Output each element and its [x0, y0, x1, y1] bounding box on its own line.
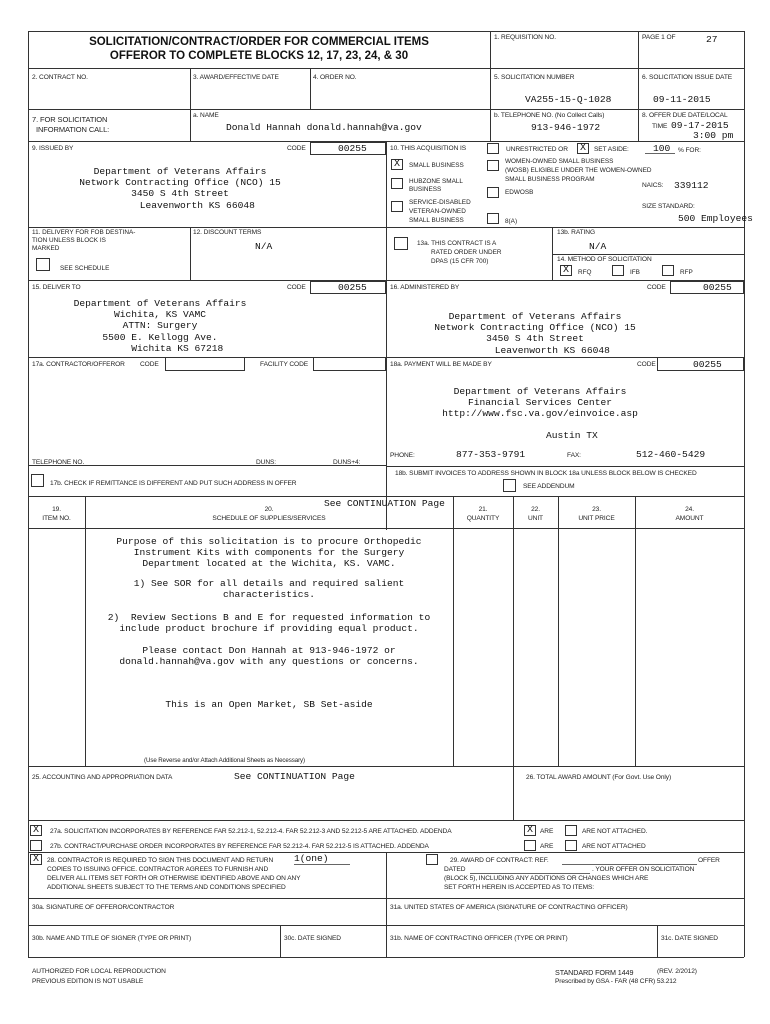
far-27b-text: 27b. CONTRACT/PURCHASE ORDER INCORPORATES BY REFERENCE FAR 52.212-4. FAR 52.212-5 IS ATTACHED. ADDENDA	[50, 843, 429, 850]
col19-num: 19.	[52, 506, 61, 513]
award-date-label: 3. AWARD/EFFECTIVE DATE	[193, 74, 279, 81]
size-standard: 500 Employees	[678, 213, 753, 224]
rated-order-label: 13a. THIS CONTRACT IS A	[417, 240, 497, 247]
addenda-are-not-checkbox[interactable]	[565, 825, 577, 836]
contractor-code-box[interactable]	[165, 357, 245, 371]
rfq-label: RFQ	[578, 269, 592, 276]
setaside-percent: 100	[653, 143, 671, 154]
addenda-b-are-not-label: ARE NOT ATTACHED	[582, 843, 646, 850]
offer-due-label: 8. OFFER DUE DATE/LOCAL	[642, 112, 728, 119]
footer-form-number: STANDARD FORM 1449	[555, 968, 634, 977]
contract-no-label: 2. CONTRACT NO.	[32, 74, 88, 81]
ifb-checkbox[interactable]	[612, 265, 624, 276]
accounting-label: 25. ACCOUNTING AND APPROPRIATION DATA	[32, 774, 173, 781]
rfq-checkbox[interactable]: X	[560, 265, 572, 276]
award-ref-label: 29. AWARD OF CONTRACT: REF.	[450, 857, 549, 864]
item-1-text: 1) See SOR for all details and required salient characteristics.	[133, 578, 405, 601]
administered-by-address: Department of Veterans Affairs Network Contracting Office (NCO) 15 3450 S 4th Street Leavenworth KS 66048	[434, 311, 636, 356]
acquisition-label: 10. THIS ACQUISITION IS	[390, 145, 466, 152]
requisition-label: 1. REQUISITION NO.	[494, 34, 556, 41]
award-block5-label: (BLOCK 5), INCLUDING ANY ADDITIONS OR CHANGES WHICH ARE	[444, 875, 649, 882]
see-addendum-label: SEE ADDENDUM	[523, 483, 575, 490]
officer-name-label: 31b. NAME OF CONTRACTING OFFICER (TYPE OR PRINT)	[390, 935, 568, 942]
unrestricted-label: UNRESTRICTED OR	[506, 146, 568, 153]
remittance-checkbox[interactable]	[31, 474, 44, 487]
footer-revision: (REV. 2/2012)	[657, 968, 697, 975]
issue-date-label: 6. SOLICITATION ISSUE DATE	[642, 74, 733, 81]
award-dated-label: DATED	[444, 866, 466, 873]
rated-order-label-2: RATED ORDER UNDER	[431, 249, 502, 256]
discount-terms-label: 12. DISCOUNT TERMS	[193, 229, 262, 236]
rfp-checkbox[interactable]	[662, 265, 674, 276]
sdvosb-label: SERVICE-DISABLED	[409, 199, 471, 206]
footer-authorized: AUTHORIZED FOR LOCAL REPRODUCTION	[32, 968, 166, 975]
payment-city: Austin TX	[546, 430, 598, 441]
contact-name: Donald Hannah donald.hannah@va.gov	[226, 122, 422, 133]
eight-a-checkbox[interactable]	[487, 213, 499, 224]
rated-order-checkbox[interactable]	[394, 237, 408, 250]
item-2-text: 2) Review Sections B and E for requested information to include product brochure if providing equal product.	[107, 612, 431, 635]
signer-date-label: 30c. DATE SIGNED	[284, 935, 341, 942]
col21-header: QUANTITY	[466, 515, 500, 522]
remittance-label: 17b. CHECK IF REMITTANCE IS DIFFERENT AND PUT SUCH ADDRESS IN OFFER	[50, 480, 297, 487]
deliver-to-label: 15. DELIVER TO	[32, 284, 81, 291]
addendum-checkbox[interactable]	[503, 479, 516, 492]
deliver-code-label: CODE	[287, 284, 306, 291]
addenda-are-label: ARE	[540, 828, 554, 835]
award-accepted-label: SET FORTH HEREIN IS ACCEPTED AS TO ITEMS:	[444, 884, 595, 891]
contractor-sign-text-4: ADDITIONAL SHEETS SUBJECT TO THE TERMS AND CONDITIONS SPECIFIED	[47, 884, 286, 891]
footer-prescribed: Prescribed by GSA - FAR (48 CFR) 53.212	[555, 978, 677, 985]
col24-num: 24.	[685, 506, 694, 513]
wosb-label-2: (WOSB) ELIGIBLE UNDER THE WOMEN-OWNED	[505, 167, 652, 174]
payment-code-label: CODE	[637, 361, 656, 368]
col22-header: UNIT	[528, 515, 543, 522]
contractor-sign-text-2: COPIES TO ISSUING OFFICE. CONTRACTOR AGREES TO FURNISH AND	[47, 866, 269, 873]
facility-code-box[interactable]	[313, 357, 386, 371]
copies-count: 1(one)	[294, 853, 329, 864]
col23-num: 23.	[592, 506, 601, 513]
issued-by-label: 9. ISSUED BY	[32, 145, 74, 152]
naics-label: NAICS:	[642, 182, 664, 189]
rfp-label: RFP	[680, 269, 693, 276]
issued-code: 00255	[338, 143, 367, 154]
footer-previous-edition: PREVIOUS EDITION IS NOT USABLE	[32, 978, 144, 985]
info-call-label: 7. FOR SOLICITATION	[32, 115, 108, 124]
edwosb-checkbox[interactable]	[487, 187, 499, 198]
col22-num: 22.	[531, 506, 540, 513]
payment-address: Department of Veterans Affairs Financial Services Center http://www.fsc.va.gov/einvoice.asp	[442, 386, 638, 420]
telephone-label: b. TELEPHONE NO. (No Collect Calls)	[494, 112, 605, 119]
deliver-code: 00255	[338, 282, 367, 293]
percent-for-label: % FOR:	[678, 147, 701, 154]
hubzone-label: HUBZONE SMALL	[409, 178, 463, 185]
setaside-checkbox[interactable]: X	[577, 143, 589, 154]
col21-num: 21.	[478, 506, 488, 513]
col20-header: SCHEDULE OF SUPPLIES/SERVICES	[212, 515, 326, 522]
officer-date-label: 31c. DATE SIGNED	[661, 935, 718, 942]
discount-terms: N/A	[255, 241, 273, 252]
rated-order-label-3: DPAS (15 CFR 700)	[431, 258, 489, 265]
us-signature-label: 31a. UNITED STATES OF AMERICA (SIGNATURE OF CONTRACTING OFFICER)	[390, 904, 628, 911]
wosb-checkbox[interactable]	[487, 160, 499, 171]
page-label: PAGE 1 OF	[642, 34, 676, 41]
award-offer-label: OFFER	[698, 857, 720, 864]
telephone-number: 913-946-1972	[531, 122, 601, 133]
fob-label-2: TION UNLESS BLOCK IS	[32, 237, 106, 244]
naics-code: 339112	[674, 180, 709, 191]
solicitation-number-label: 5. SOLICITATION NUMBER	[494, 74, 575, 81]
edwosb-label: EDWOSB	[505, 189, 534, 196]
form-subtitle: OFFEROR TO COMPLETE BLOCKS 12, 17, 23, 24, & 30	[109, 50, 409, 62]
ifb-label: IFB	[630, 269, 640, 276]
hubzone-checkbox[interactable]	[391, 178, 403, 189]
administered-by-label: 16. ADMINISTERED BY	[390, 284, 460, 291]
info-call-label-2: INFORMATION CALL:	[36, 125, 110, 134]
contractor-label: 17a. CONTRACTOR/OFFEROR	[32, 361, 125, 368]
payment-fax-label: FAX:	[567, 452, 581, 459]
duns4-label: DUNS+4:	[333, 459, 361, 466]
fob-checkbox[interactable]	[36, 258, 50, 271]
col20-num: 20.	[264, 506, 274, 513]
sdvosb-label-2: VETERAN-OWNED	[409, 208, 466, 215]
addenda-are-not-label: ARE NOT ATTACHED.	[582, 828, 648, 835]
addenda-b-are-label: ARE	[540, 843, 554, 850]
wosb-label: WOMEN-OWNED SMALL BUSINESS	[505, 158, 614, 165]
issued-code-label: CODE	[287, 145, 306, 152]
contractor-phone-label: TELEPHONE NO.	[32, 459, 85, 466]
time-label: TIME	[652, 123, 668, 130]
submit-invoices-label: 18b. SUBMIT INVOICES TO ADDRESS SHOWN IN BLOCK 18a UNLESS BLOCK BELOW IS CHECKED	[395, 470, 697, 477]
award-checkbox[interactable]	[426, 854, 438, 865]
contact-text: Please contact Don Hannah at 913-946-1972 or donald.hannah@va.gov with any questions or concerns.	[119, 645, 419, 668]
contractor-sign-text: 28. CONTRACTOR IS REQUIRED TO SIGN THIS DOCUMENT AND RETURN	[47, 857, 274, 864]
wosb-label-3: SMALL BUSINESS PROGRAM	[505, 176, 595, 183]
addenda-are-checkbox[interactable]: X	[524, 825, 536, 836]
addenda-b-are-checkbox[interactable]	[524, 840, 536, 851]
open-market-text: This is an Open Market, SB Set-aside	[165, 699, 373, 710]
hubzone-label-2: BUSINESS	[409, 186, 442, 193]
sdvosb-checkbox[interactable]	[391, 201, 403, 212]
contractor-sign-text-3: DELIVER ALL ITEMS SET FORTH OR OTHERWISE IDENTIFIED ABOVE AND ON ANY	[47, 875, 301, 882]
contractor-sign-checkbox[interactable]: X	[30, 854, 42, 865]
signer-name-label: 30b. NAME AND TITLE OF SIGNER (TYPE OR PRINT)	[32, 935, 192, 942]
small-business-label: SMALL BUSINESS	[409, 162, 464, 169]
fob-label: 11. DELIVERY FOR FOB DESTINA-	[32, 229, 136, 236]
payment-fax: 512-460-5429	[636, 449, 706, 460]
unrestricted-checkbox[interactable]	[487, 143, 499, 154]
addenda-b-are-not-checkbox[interactable]	[565, 840, 577, 851]
total-award-label: 26. TOTAL AWARD AMOUNT (For Govt. Use Only)	[526, 774, 672, 781]
payment-phone-label: PHONE:	[390, 452, 415, 459]
far-27a-checkbox[interactable]: X	[30, 825, 42, 836]
see-schedule-label: SEE SCHEDULE	[60, 265, 110, 272]
far-27a-text: 27a. SOLICITATION INCORPORATES BY REFERENCE FAR 52.212-1, 52.212-4. FAR 52.212-3 AND 52.212-5 ARE ATTACHED. ADDENDA	[50, 828, 452, 835]
award-your-offer-label: . YOUR OFFER ON SOLICITATION	[592, 866, 695, 873]
issue-date: 09-11-2015	[653, 94, 711, 105]
fob-label-3: MARKED	[32, 245, 60, 252]
rating-value: N/A	[589, 241, 607, 252]
eight-a-label: 8(A)	[505, 218, 518, 225]
purpose-text: Purpose of this solicitation is to procure Orthopedic Instrument Kits with components for the Surgery Department located at the Wichita, KS. VAMC.	[116, 536, 422, 570]
contact-name-label: a. NAME	[193, 112, 219, 119]
form-title: SOLICITATION/CONTRACT/ORDER FOR COMMERCIAL ITEMS	[89, 36, 429, 48]
col24-header: AMOUNT	[675, 515, 704, 522]
far-27b-checkbox[interactable]	[30, 840, 42, 851]
admin-code: 00255	[703, 282, 732, 293]
size-standard-label: SIZE STANDARD:	[642, 203, 695, 210]
offeror-signature-label: 30a. SIGNATURE OF OFFEROR/CONTRACTOR	[32, 904, 175, 911]
sdvosb-label-3: SMALL BUSINESS	[409, 217, 464, 224]
payment-code: 00255	[693, 359, 722, 370]
admin-code-label: CODE	[647, 284, 666, 291]
contractor-code-label: CODE	[140, 361, 159, 368]
col19-header: ITEM NO.	[42, 515, 71, 522]
offer-due-date: 09-17-2015	[671, 120, 729, 131]
issuer-address: Department of Veterans Affairs Network Contracting Office (NCO) 15 3450 S 4th Street Leavenworth KS 66048	[79, 166, 281, 211]
col23-header: UNIT PRICE	[578, 515, 615, 522]
method-label: 14. METHOD OF SOLICITATION	[557, 256, 652, 263]
reverse-note: (Use Reverse and/or Attach Additional Sheets as Necessary)	[144, 757, 306, 764]
offer-due-time: 3:00 pm	[693, 130, 734, 141]
small-business-checkbox[interactable]: X	[391, 159, 403, 170]
order-no-label: 4. ORDER NO.	[313, 74, 357, 81]
deliver-to-address: Department of Veterans Affairs Wichita, KS VAMC ATTN: Surgery 5500 E. Kellogg Ave. Wichita KS 67218	[73, 298, 247, 354]
continuation-page-note: See CONTINUATION Page	[324, 498, 445, 509]
facility-code-label: FACILITY CODE	[260, 361, 309, 368]
rating-label: 13b. RATING	[557, 229, 595, 236]
payment-phone: 877-353-9791	[456, 449, 526, 460]
accounting-data: See CONTINUATION Page	[234, 771, 355, 782]
duns-label: DUNS:	[256, 459, 277, 466]
payment-label: 18a. PAYMENT WILL BE MADE BY	[390, 361, 492, 368]
page-total: 27	[706, 34, 718, 45]
setaside-label: SET ASIDE:	[594, 146, 629, 153]
solicitation-number: VA255-15-Q-1028	[525, 94, 612, 105]
